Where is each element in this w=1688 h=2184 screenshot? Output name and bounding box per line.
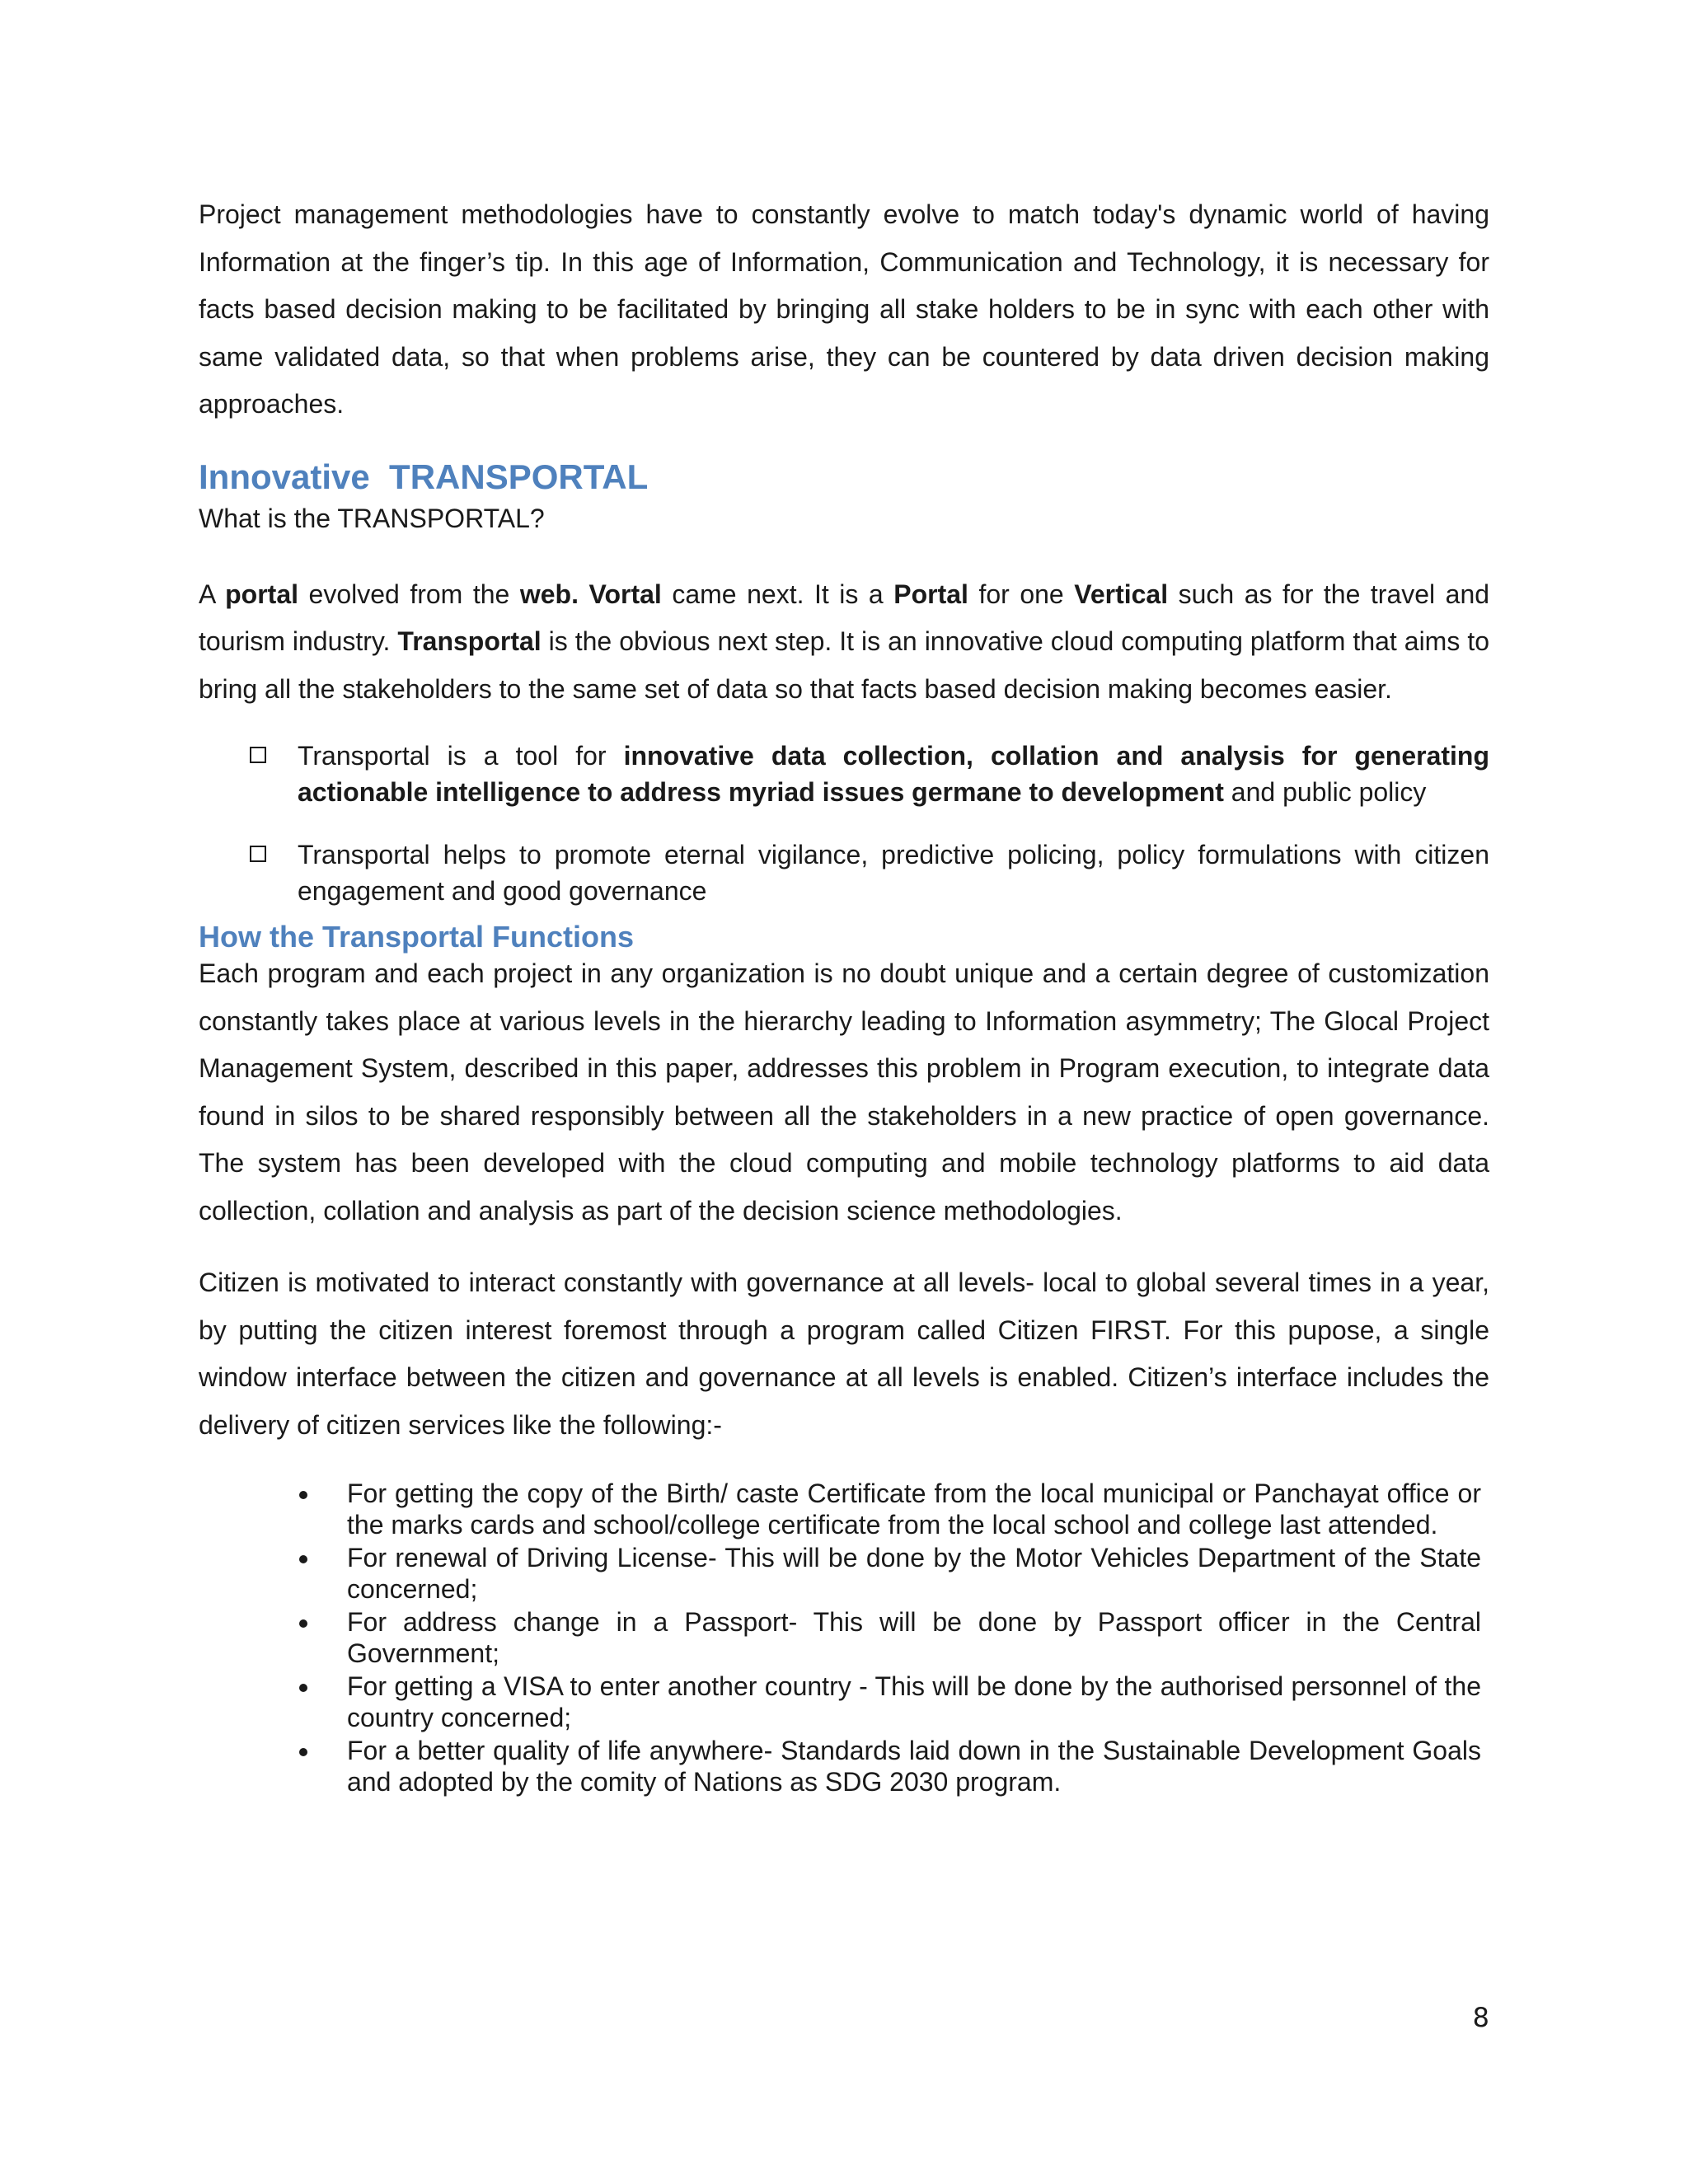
document-page bbox=[199, 191, 1489, 1797]
bold-term-vertical: Vertical bbox=[1074, 579, 1169, 609]
text-run: and public policy bbox=[1223, 777, 1427, 807]
list-item bbox=[199, 738, 1489, 810]
list-item bbox=[199, 1479, 1489, 1540]
bold-term-portal-2: Portal bbox=[893, 579, 968, 609]
list-item bbox=[199, 1543, 1489, 1605]
text-run: Transportal helps to promote eternal vigilance, predictive policing, policy formulations with citizen engagement and good governance bbox=[298, 840, 1489, 906]
page-number: 8 bbox=[1472, 2002, 1489, 2033]
text-run: A bbox=[199, 579, 226, 609]
text-run: For getting the copy of the Birth/ caste Certificate from the local municipal or Panchayat office or the marks cards and school/college certificate from the local school and college last attended. bbox=[347, 1479, 1481, 1540]
list-item bbox=[199, 837, 1489, 909]
text-run: came next. It is a bbox=[661, 579, 894, 609]
bold-text-run: innovative data collection, collation and analysis for generating actionable intelligence to address myriad issues germane to development bbox=[298, 741, 1489, 807]
text-run: is the obvious next step. It is an innovative cloud computing platform that aims to bring all the stakeholders to the same set of data so that facts based decision making becomes easier. bbox=[199, 626, 1490, 704]
functions-paragraph: Each program and each project in any organization is no doubt unique and a certain degree of customization constantly takes place at various levels in the hierarchy leading to Information asymmetry; The Glocal Project Management System, described in this paper, addresses this problem in Program execution, to integrate data found in silos to be shared responsibly between all the stakeholders in a new practice of open governance. The system has been developed with the cloud computing and mobile technology platforms to aid data collection, collation and analysis as part of the decision science methodologies. bbox=[199, 958, 1489, 1226]
text-run: evolved from the bbox=[298, 579, 520, 609]
text-run: For getting a VISA to enter another country - This will be done by the authorised personnel of the country concerned; bbox=[347, 1671, 1481, 1732]
bullet-icon bbox=[299, 1555, 307, 1563]
bold-term-transportal: Transportal bbox=[397, 626, 542, 656]
bullet-icon bbox=[299, 1684, 307, 1692]
transportal-question: What is the TRANSPORTAL? bbox=[199, 503, 545, 533]
portal-definition-paragraph bbox=[199, 571, 1489, 714]
section-heading-how-transportal-functions: How the Transportal Functions bbox=[199, 920, 635, 954]
bullet-icon bbox=[299, 1491, 307, 1499]
text-run: Transportal is a tool for bbox=[298, 741, 624, 771]
text-run: For a better quality of life anywhere- Standards laid down in the Sustainable Development Goals and adopted by the comity of Nations as SDG 2030 program. bbox=[347, 1736, 1481, 1797]
transportal-features-list bbox=[199, 738, 1489, 909]
bold-term-web-vortal: web. Vortal bbox=[519, 579, 662, 609]
section-heading-transportal: Innovative TRANSPORTAL bbox=[199, 457, 649, 496]
bold-term-portal: portal bbox=[225, 579, 298, 609]
list-item bbox=[199, 1607, 1489, 1669]
square-bullet-icon bbox=[250, 747, 266, 763]
list-item bbox=[199, 1736, 1489, 1797]
list-item bbox=[199, 1671, 1489, 1733]
text-run: such as for the travel and tourism industry. bbox=[199, 579, 1490, 656]
citizen-first-paragraph: Citizen is motivated to interact constantly with governance at all levels- local to global several times in a year, by putting the citizen interest foremost through a program called Citizen FIRST. For this pupose, a single window interface between the citizen and governance at all levels is enabled. Citizen’s interface includes the delivery of citizen services like the following:- bbox=[199, 1268, 1489, 1440]
intro-paragraph: Project management methodologies have to constantly evolve to match today's dynamic world of having Information at the finger’s tip. In this age of Information, Communication and Technology, it is necessary for facts based decision making to be facilitated by bringing all stake holders to be in sync with each other with same validated data, so that when problems arise, they can be countered by data driven decision making approaches. bbox=[199, 199, 1489, 419]
text-run: for one bbox=[968, 579, 1075, 609]
text-run: For renewal of Driving License- This will be done by the Motor Vehicles Department of the State concerned; bbox=[347, 1543, 1481, 1604]
bullet-icon bbox=[299, 1748, 307, 1756]
citizen-services-list bbox=[199, 1479, 1489, 1797]
square-bullet-icon bbox=[250, 846, 266, 862]
bullet-icon bbox=[299, 1619, 307, 1628]
text-run: For address change in a Passport- This will be done by Passport officer in the Central Government; bbox=[347, 1607, 1481, 1668]
